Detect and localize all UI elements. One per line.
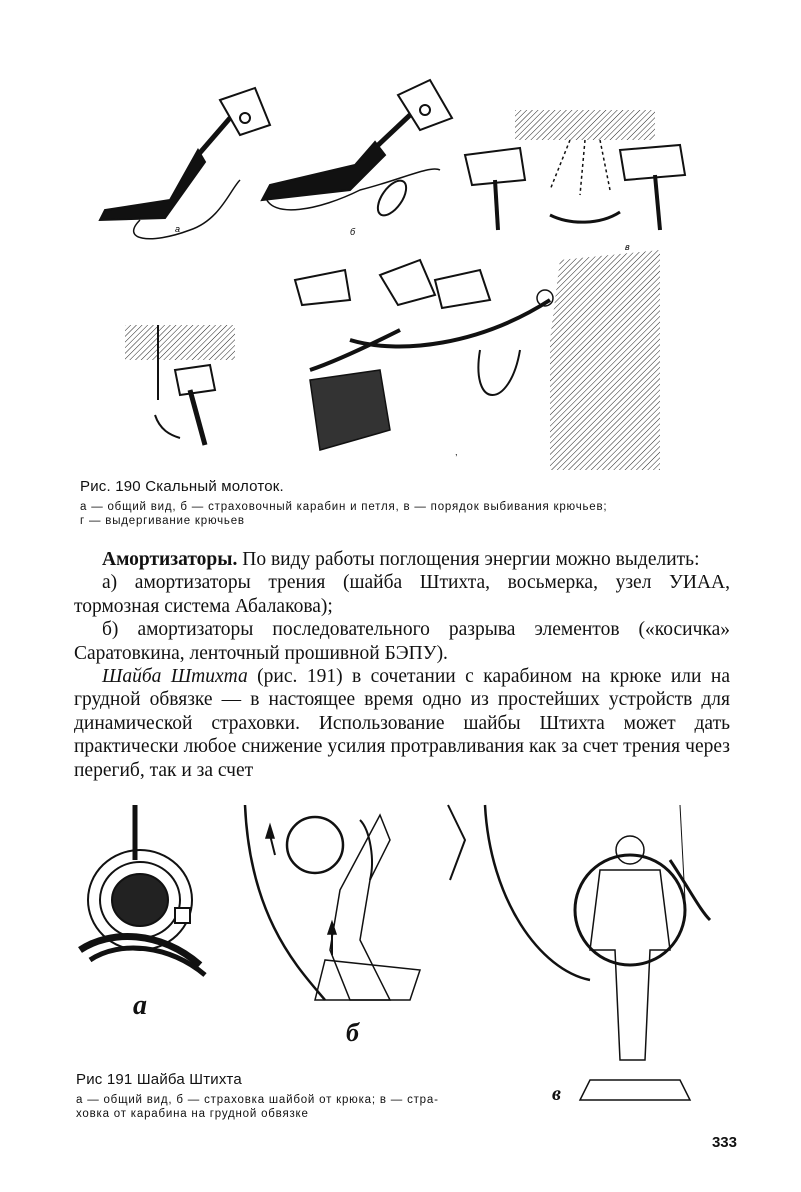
fig191-legend bbox=[76, 1093, 546, 1121]
fig191-caption-title bbox=[76, 1071, 242, 1088]
sticht-plate-icon bbox=[80, 805, 205, 975]
section-heading: Амортизаторы. bbox=[102, 549, 238, 570]
fig190-title-prefix: Рис. 190 bbox=[80, 478, 141, 495]
fig191-title: Шайба Штихта bbox=[136, 1071, 242, 1088]
fig191-label-b: б bbox=[346, 1018, 359, 1047]
paragraph-4-text: (рис. 191) в сочетании с карабином на крюке или на грудной обвязке — в настоящее время одно из простейших устройств для динамической страховки. Использование шайбы Штихта может дать практически любое снижение усилия протравливания как за счет трения через перегиб, так и за счет bbox=[74, 666, 730, 781]
fig190-label-b: б bbox=[350, 227, 356, 237]
figure-190-illustration bbox=[80, 70, 740, 470]
fig190-legend-line2: г — выдергивание крючьев bbox=[80, 515, 245, 527]
term-italic: Шайба Штихта bbox=[102, 666, 248, 688]
fig191-legend-line2: ховка от карабина на грудной обвязке bbox=[76, 1108, 309, 1120]
fig190-label-g: , bbox=[455, 447, 458, 457]
paragraph-1 bbox=[74, 548, 730, 571]
fig191-title-prefix: Рис 191 bbox=[76, 1071, 133, 1088]
fig190-label-v: в bbox=[625, 242, 630, 252]
paragraph-1-text: По виду работы поглощения энергии можно выделить: bbox=[237, 549, 700, 570]
paragraph-4 bbox=[74, 665, 730, 782]
fig190-caption-title bbox=[80, 478, 284, 495]
belay-from-piton-icon bbox=[245, 805, 420, 1000]
fig191-legend-line1: а — общий вид, б — страховка шайбой от крюка; в — стра- bbox=[76, 1094, 439, 1106]
paragraph-3: б) амортизаторы последовательного разрыва элементов («косичка» Саратовкина, ленточный прошивной БЭПУ). bbox=[74, 619, 730, 664]
paragraph-2: а) амортизаторы трения (шайба Штихта, восьмерка, узел УИАА, тормозная система Абалакова); bbox=[74, 572, 730, 617]
belay-from-harness-icon bbox=[448, 805, 710, 1100]
page-number: 333 bbox=[711, 1134, 737, 1151]
fig190-legend-line1: а — общий вид, б — страховочный карабин и петля, в — порядок выбивания крючьев; bbox=[80, 501, 608, 513]
hand-hammer-rope-icon bbox=[295, 250, 660, 470]
fig190-label-a: а bbox=[175, 224, 181, 234]
piton-extraction-icon bbox=[465, 110, 685, 230]
piton-pull-icon bbox=[125, 325, 235, 445]
fig191-label-a: а bbox=[133, 990, 147, 1021]
fig191-label-v: в bbox=[552, 1083, 561, 1105]
fig190-title: Скальный молоток. bbox=[145, 478, 284, 495]
hammer-a-icon bbox=[100, 88, 270, 239]
fig190-legend bbox=[80, 500, 740, 528]
body-text bbox=[74, 548, 730, 782]
hammer-b-icon bbox=[262, 80, 452, 220]
